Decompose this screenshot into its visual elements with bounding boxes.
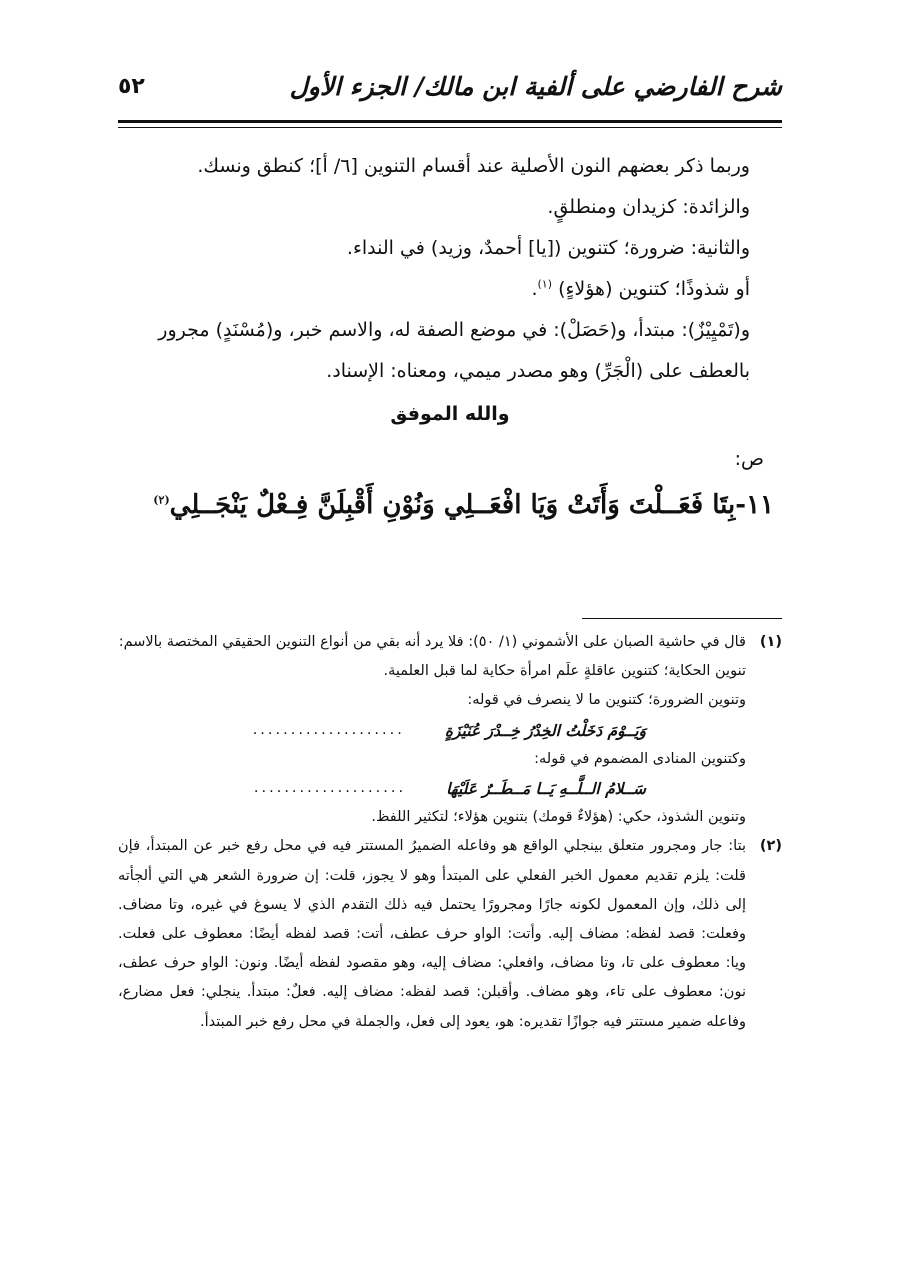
footnote-ref: (٢) (153, 493, 170, 507)
footnote-separator (582, 618, 782, 619)
footnote-number: (٢) (759, 838, 782, 855)
paragraph: وربما ذكر بعضهم النون الأصلية عند أقسام التنوين [٦/ أ]؛ كنطق ونسك. (197, 155, 750, 177)
paragraph: والزائدة: كزيدان ومنطلقٍ. (547, 196, 750, 218)
paragraph-end: . (531, 278, 538, 300)
footnote-line: وكتنوين المنادى المضموم في قوله: (534, 750, 746, 767)
paragraph (118, 269, 782, 310)
footnote-text: قال في حاشية الصبان على الأشموني (١/ ٥٠): فلا يرد أنه بقي من أنواع التنوين الحقيقي المختصة بالاسم: (118, 634, 746, 650)
footnote-text: بتا: جار ومجرور متعلق بينجلي الواقع هو وفاعله الضميرُ المستتر فيه في محل رفع خبر عن المبتدأ، فإن قلت: يلزم تقديم معمول الخبر الفعلي على المبتدأ وهو لا يجوز، قلت: إن ضرورة الشعر هي التي ألجأته إلى ذلك، وإن المعمول لكونه جارًا ومجرورًا يحتمل فيه ذلك التقدم الذي لا يسوغ في غيره، وتا مضاف. وفعلت: قصد لفظه: مضاف إليه. وأتت: الواو حرف عطف، أتت: قصد لفظه أيضًا: معطوف على فعلت. ويا: معطوف على تا، وتا مضاف، وافعلي: مضاف إليه، وهو مقصود لفظه أيضًا. ونون: الواو حرف عطف، نون: معطوف على تاء، وهو مضاف. وأقبلن: قصد لفظه: مضاف إليه. فعلٌ: مبتدأ. ينجلي: فعل مضارع، وفاعله ضمير مستتر فيه جوازًا تقديره: هو، يعود إلى فعل، والجملة في محل رفع خبر المبتدأ. (118, 838, 746, 1030)
ellipsis-dots: .................... (253, 780, 407, 797)
verse-text: ١١-بِتَا فَعَــلْتَ وَأَتَتْ وَيَا افْعَــلِي وَنُوْنِ أَقْبِلَنَّ فِـعْلٌ يَنْجَــلِي (169, 490, 774, 520)
footnote-body (118, 628, 746, 832)
footnotes (118, 628, 782, 1037)
footnote-body (118, 832, 746, 1036)
paragraph: و(تَمْيِيْزٌ): مبتدأ، و(حَصَلْ): في موضع الصفة له، والاسم خبر، و(مُسْنَدٍ) مجرور بالعطف على (الْجَرِّ) وهو مصدر ميمي، ومعناه: الإسناد. (158, 319, 750, 382)
footnote-line: وتنوين الشذوذ، حكي: (هؤلاءٌ قومك) بتنوين هؤلاء؛ لتكثير اللفظ. (371, 809, 746, 826)
poem-line (118, 774, 746, 803)
running-title: شرح الفارضي على ألفية ابن مالك/ الجزء الأول (289, 72, 782, 101)
paragraph-text: أو شذوذًا؛ كتنوين (هؤلاءٍ) (558, 278, 750, 300)
ellipsis-dots: .................... (252, 721, 405, 738)
verse-line (118, 480, 782, 530)
closing-phrase: والله الموفق (390, 403, 510, 425)
page-header (118, 68, 782, 116)
poem-hemistich: سَــلامُ الــلَّــهِ يَــا مَــطَــرٌ عَلَيْهَا (446, 779, 646, 799)
footnote-ref: (١) (537, 277, 553, 291)
main-text (118, 146, 782, 530)
page-number: ٥٢ (118, 74, 145, 99)
header-rule-thick (118, 120, 782, 123)
header-rule-thin (118, 127, 782, 128)
poem-hemistich: وَيَــوْمَ دَخَلْتُ الخِدْرُ خِــدْرَ عُنَيْزَةٍ (444, 720, 646, 740)
paragraph: والثانية: ضرورة؛ كتنوين ([يا] أحمدٌ، وزيد) في النداء. (346, 237, 750, 259)
poem-line (118, 716, 746, 745)
footnote-1 (118, 628, 782, 832)
footnote-line: تنوين الحكاية؛ كتنوين عاقلةٍ علَم امرأة حكاية لما قبل العلمية. (383, 663, 746, 680)
footnote-number: (١) (759, 634, 782, 650)
footnote-line: وتنوين الضرورة؛ كتنوين ما لا ينصرف في قوله: (467, 692, 746, 709)
footnote-2 (118, 832, 782, 1036)
verse-label: ص: (734, 448, 764, 470)
